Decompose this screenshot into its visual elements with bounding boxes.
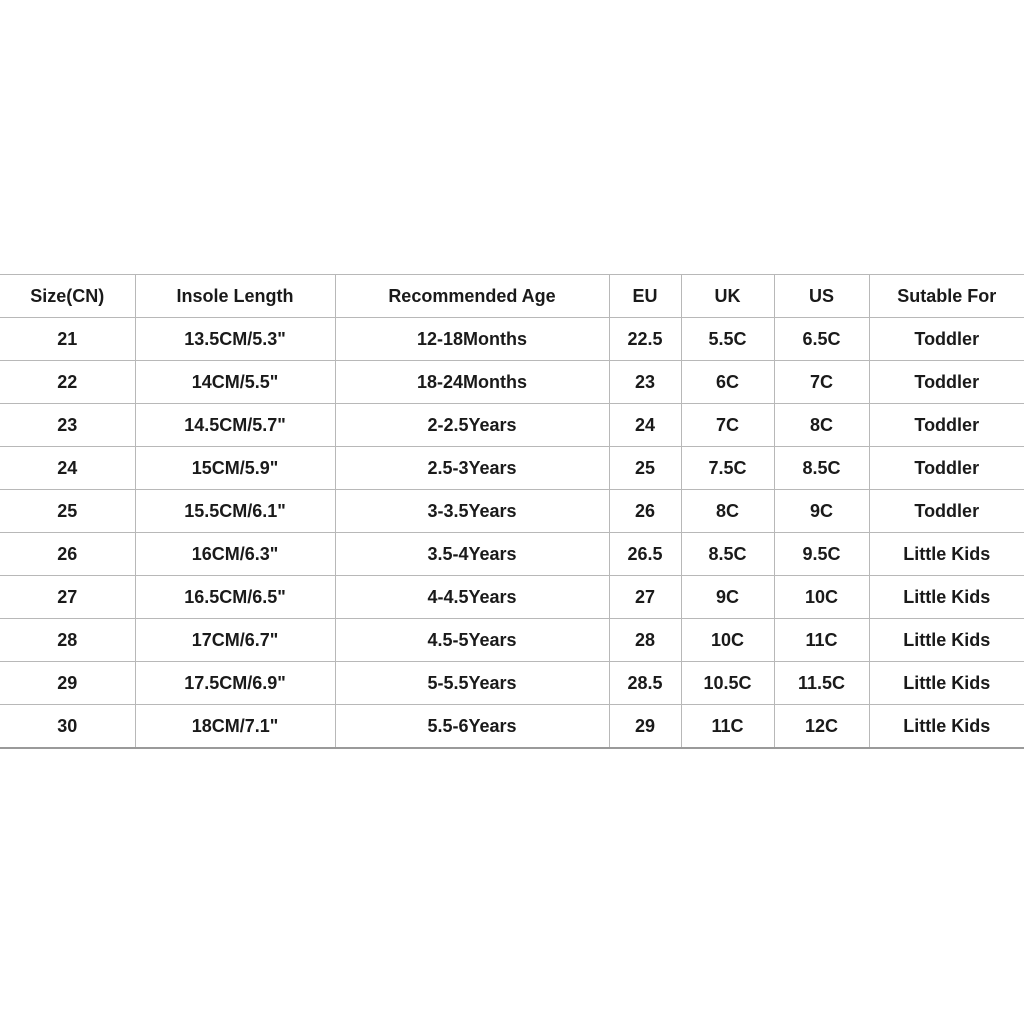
cell-insole-length: 18CM/7.1" (135, 705, 335, 749)
cell-us: 6.5C (774, 318, 869, 361)
table-body (0, 318, 1024, 749)
column-header-size-cn: Size(CN) (0, 275, 135, 318)
table-row (0, 361, 1024, 404)
cell-recommended-age: 5-5.5Years (335, 662, 609, 705)
column-header-uk: UK (681, 275, 774, 318)
cell-insole-length: 14CM/5.5" (135, 361, 335, 404)
cell-suitable-for: Little Kids (869, 533, 1024, 576)
cell-us: 8.5C (774, 447, 869, 490)
size-chart (0, 274, 1024, 749)
cell-uk: 10.5C (681, 662, 774, 705)
column-header-eu: EU (609, 275, 681, 318)
cell-us: 12C (774, 705, 869, 749)
cell-recommended-age: 2-2.5Years (335, 404, 609, 447)
table-row (0, 533, 1024, 576)
column-header-insole-length: Insole Length (135, 275, 335, 318)
cell-us: 7C (774, 361, 869, 404)
cell-uk: 8C (681, 490, 774, 533)
cell-recommended-age: 5.5-6Years (335, 705, 609, 749)
table-row (0, 318, 1024, 361)
table-row (0, 404, 1024, 447)
cell-uk: 11C (681, 705, 774, 749)
table-row (0, 447, 1024, 490)
cell-suitable-for: Toddler (869, 447, 1024, 490)
cell-eu: 29 (609, 705, 681, 749)
cell-uk: 7C (681, 404, 774, 447)
table-row (0, 662, 1024, 705)
table-row (0, 619, 1024, 662)
cell-size-cn: 28 (0, 619, 135, 662)
cell-insole-length: 14.5CM/5.7" (135, 404, 335, 447)
cell-eu: 28.5 (609, 662, 681, 705)
cell-insole-length: 13.5CM/5.3" (135, 318, 335, 361)
cell-size-cn: 23 (0, 404, 135, 447)
cell-suitable-for: Toddler (869, 318, 1024, 361)
cell-suitable-for: Little Kids (869, 705, 1024, 749)
cell-recommended-age: 4-4.5Years (335, 576, 609, 619)
cell-uk: 6C (681, 361, 774, 404)
cell-eu: 28 (609, 619, 681, 662)
cell-suitable-for: Toddler (869, 361, 1024, 404)
cell-recommended-age: 4.5-5Years (335, 619, 609, 662)
cell-size-cn: 25 (0, 490, 135, 533)
cell-us: 9.5C (774, 533, 869, 576)
table-header (0, 275, 1024, 318)
cell-eu: 27 (609, 576, 681, 619)
cell-suitable-for: Toddler (869, 404, 1024, 447)
cell-uk: 5.5C (681, 318, 774, 361)
cell-uk: 7.5C (681, 447, 774, 490)
cell-eu: 24 (609, 404, 681, 447)
cell-us: 10C (774, 576, 869, 619)
cell-insole-length: 15.5CM/6.1" (135, 490, 335, 533)
cell-recommended-age: 3.5-4Years (335, 533, 609, 576)
cell-uk: 9C (681, 576, 774, 619)
cell-recommended-age: 3-3.5Years (335, 490, 609, 533)
table-row (0, 490, 1024, 533)
table-row (0, 576, 1024, 619)
cell-insole-length: 15CM/5.9" (135, 447, 335, 490)
cell-recommended-age: 2.5-3Years (335, 447, 609, 490)
cell-recommended-age: 18-24Months (335, 361, 609, 404)
cell-us: 11C (774, 619, 869, 662)
size-chart-table (0, 274, 1024, 749)
column-header-recommended-age: Recommended Age (335, 275, 609, 318)
cell-size-cn: 22 (0, 361, 135, 404)
header-row (0, 275, 1024, 318)
cell-suitable-for: Little Kids (869, 662, 1024, 705)
cell-insole-length: 16CM/6.3" (135, 533, 335, 576)
cell-suitable-for: Toddler (869, 490, 1024, 533)
cell-eu: 26.5 (609, 533, 681, 576)
cell-us: 9C (774, 490, 869, 533)
cell-size-cn: 30 (0, 705, 135, 749)
cell-insole-length: 17CM/6.7" (135, 619, 335, 662)
cell-size-cn: 26 (0, 533, 135, 576)
table-row (0, 705, 1024, 749)
cell-size-cn: 24 (0, 447, 135, 490)
column-header-us: US (774, 275, 869, 318)
cell-us: 11.5C (774, 662, 869, 705)
cell-uk: 10C (681, 619, 774, 662)
column-header-suitable-for: Sutable For (869, 275, 1024, 318)
cell-recommended-age: 12-18Months (335, 318, 609, 361)
cell-eu: 25 (609, 447, 681, 490)
cell-eu: 26 (609, 490, 681, 533)
cell-size-cn: 21 (0, 318, 135, 361)
cell-insole-length: 17.5CM/6.9" (135, 662, 335, 705)
cell-eu: 22.5 (609, 318, 681, 361)
cell-suitable-for: Little Kids (869, 619, 1024, 662)
cell-insole-length: 16.5CM/6.5" (135, 576, 335, 619)
cell-suitable-for: Little Kids (869, 576, 1024, 619)
cell-uk: 8.5C (681, 533, 774, 576)
cell-us: 8C (774, 404, 869, 447)
cell-size-cn: 27 (0, 576, 135, 619)
cell-size-cn: 29 (0, 662, 135, 705)
cell-eu: 23 (609, 361, 681, 404)
